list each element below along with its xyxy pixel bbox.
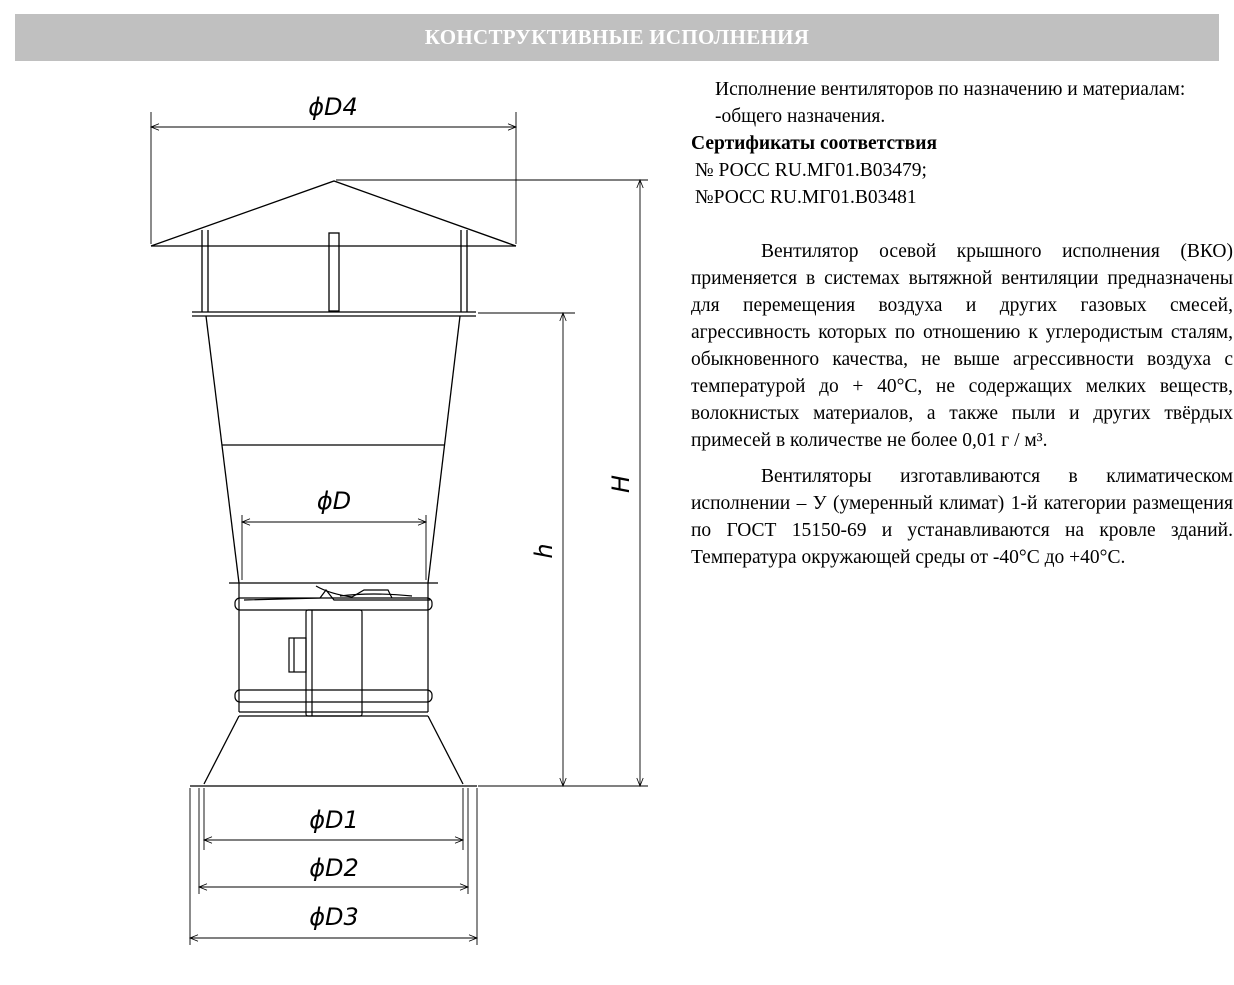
diffuser [206,316,460,583]
dim-label-d2: ϕD2 [309,854,359,882]
dimension-lines [151,127,640,938]
base [190,712,477,786]
certificates-title: Сертификаты соответствия [691,133,937,154]
dim-label-d3: ϕD3 [309,903,359,931]
dim-label-h-body: h [530,543,558,559]
certificate-1: № РОСС RU.МГ01.В03479; [695,160,927,181]
fan-drawing [0,60,680,985]
dim-label-d1: ϕD1 [309,806,359,834]
certificate-2: №РОСС RU.МГ01.В03481 [695,187,917,208]
section-title: КОНСТРУКТИВНЫЕ ИСПОЛНЕНИЯ [424,25,810,49]
description-paragraph-1: Вентилятор осевой крышного исполнения (ВКО) применяется в системах вытяжной вентиляции предназначены для перемещения воздуха и других газовых смесей, агрессивность которых по отношению к углеродистым сталям, обыкновенного качества, не выше агрессивности воздуха с температурой до + 40°С, не содержащих мелких веществ, волокнистых материалов, а также пыли и других твёрдых примесей в количестве не более 0,01 г / м³. [691,241,1233,451]
intro-text: Исполнение вентиляторов по назначению и материалам: [715,79,1186,100]
dim-label-d4: ϕD4 [308,93,358,121]
section-header [15,14,1219,61]
roof-cap [151,181,516,316]
description-paragraph-2: Вентиляторы изготавливаются в климатическом исполнении – У (умеренный климат) 1-й категории размещения по ГОСТ 15150-69 и устанавливаются на кровле зданий. Температура окружающей среды от -40°С до +40°С. [691,466,1233,568]
description-text [691,76,1233,571]
fan-housing [235,583,432,716]
intro-purpose: -общего назначения. [715,106,886,127]
dim-label-h-total: H [607,474,635,494]
extension-lines [151,112,648,945]
dim-label-d: ϕD [316,487,352,515]
